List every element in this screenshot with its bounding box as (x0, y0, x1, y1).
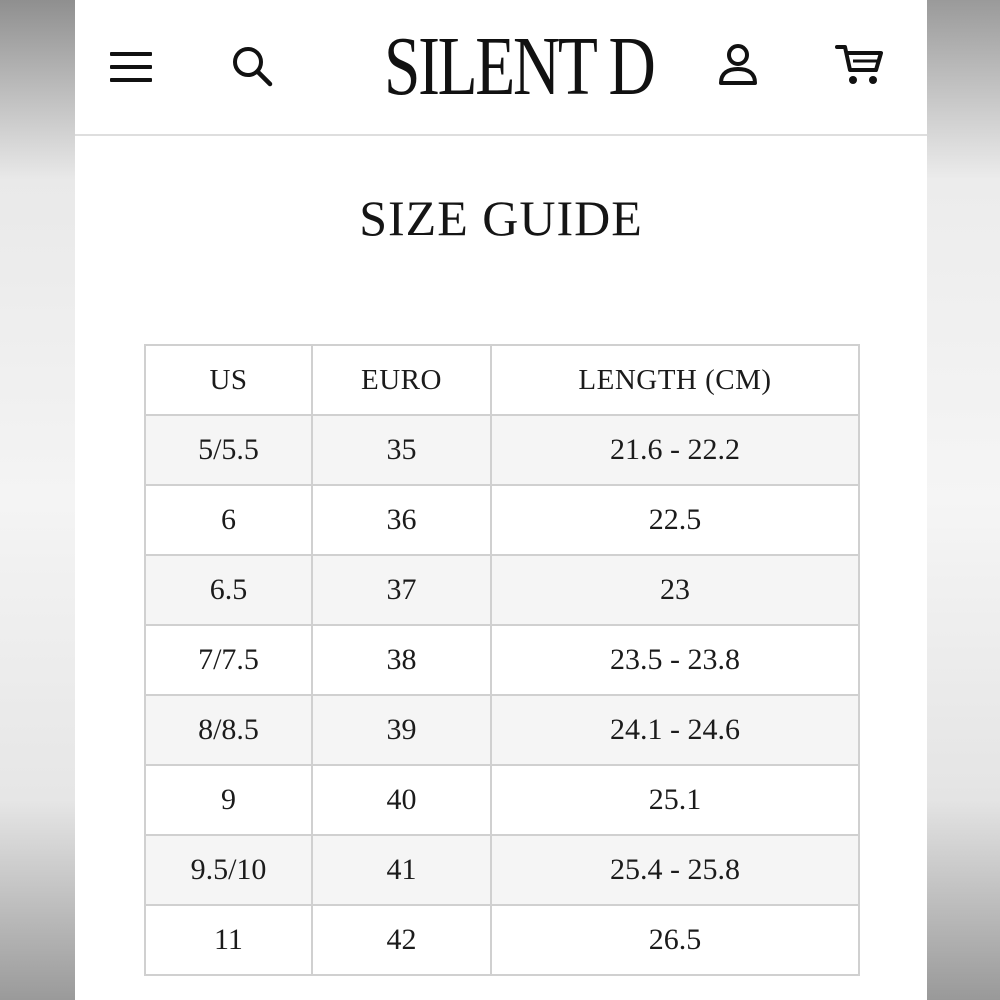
us-size-cell: 6 (145, 485, 312, 555)
euro-size-cell: 42 (312, 905, 491, 975)
table-row (145, 695, 859, 765)
table-row (145, 415, 859, 485)
length-cell: 25.1 (491, 765, 859, 835)
left-backdrop (0, 0, 75, 1000)
us-size-cell: 5/5.5 (145, 415, 312, 485)
table-row (145, 765, 859, 835)
site-header (75, 0, 927, 136)
table-row (145, 905, 859, 975)
us-size-cell: 8/8.5 (145, 695, 312, 765)
table-row (145, 625, 859, 695)
search-icon[interactable] (229, 43, 275, 89)
euro-size-cell: 38 (312, 625, 491, 695)
euro-size-cell: 41 (312, 835, 491, 905)
length-cell: 23 (491, 555, 859, 625)
table-row (145, 485, 859, 555)
right-backdrop (927, 0, 1000, 1000)
us-size-cell: 7/7.5 (145, 625, 312, 695)
table-row (145, 835, 859, 905)
length-cell: 25.4 - 25.8 (491, 835, 859, 905)
column-header-length: LENGTH (CM) (491, 345, 859, 415)
euro-size-cell: 39 (312, 695, 491, 765)
hamburger-menu-icon[interactable] (108, 47, 154, 87)
euro-size-cell: 36 (312, 485, 491, 555)
table-row (145, 555, 859, 625)
euro-size-cell: 40 (312, 765, 491, 835)
us-size-cell: 11 (145, 905, 312, 975)
cart-icon[interactable] (835, 42, 885, 88)
length-cell: 26.5 (491, 905, 859, 975)
account-icon[interactable] (715, 42, 761, 88)
column-header-euro: EURO (312, 345, 491, 415)
page-container (75, 0, 927, 1000)
table-header-row (145, 345, 859, 415)
us-size-cell: 6.5 (145, 555, 312, 625)
length-cell: 23.5 - 23.8 (491, 625, 859, 695)
length-cell: 24.1 - 24.6 (491, 695, 859, 765)
length-cell: 22.5 (491, 485, 859, 555)
column-header-us: US (145, 345, 312, 415)
size-guide-table (144, 344, 860, 976)
brand-logo[interactable]: SILENT D (384, 20, 654, 113)
us-size-cell: 9 (145, 765, 312, 835)
length-cell: 21.6 - 22.2 (491, 415, 859, 485)
euro-size-cell: 35 (312, 415, 491, 485)
euro-size-cell: 37 (312, 555, 491, 625)
page-title: SIZE GUIDE (359, 190, 643, 246)
us-size-cell: 9.5/10 (145, 835, 312, 905)
